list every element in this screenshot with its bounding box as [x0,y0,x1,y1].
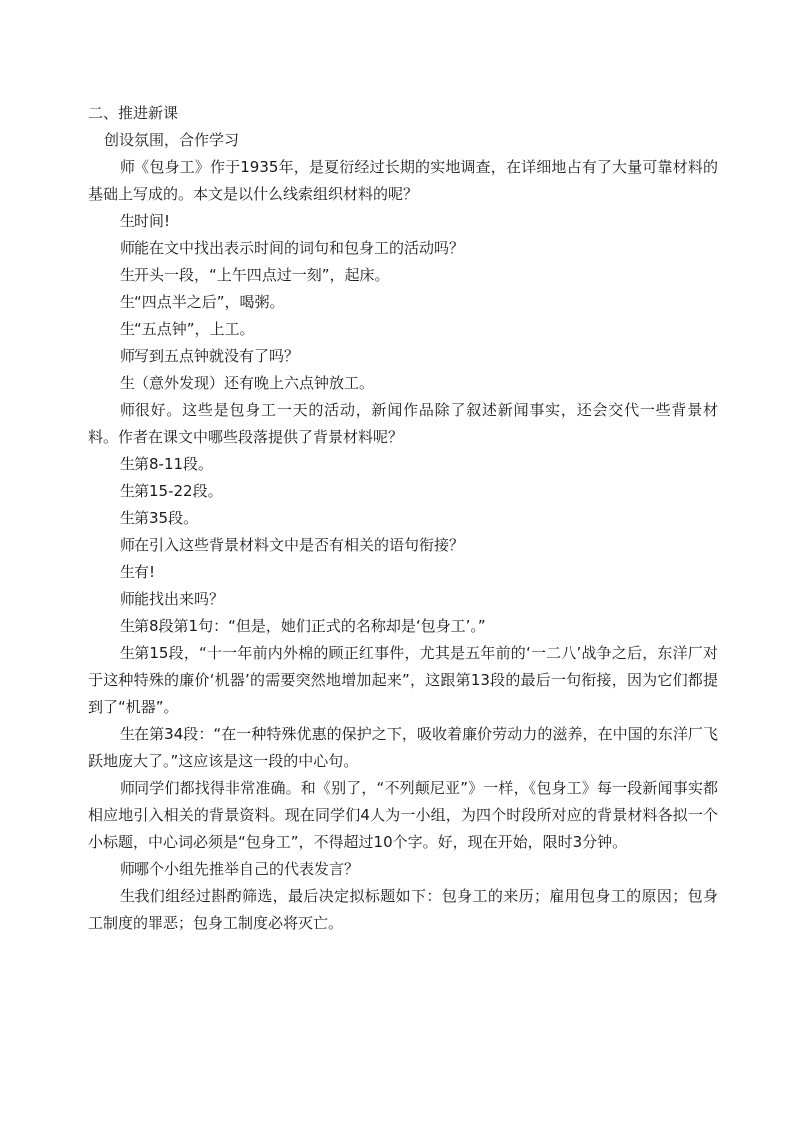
dialogue-text: 开头一段，“上午四点过一刻”，起床。 [134,266,390,284]
speaker-label: 生 [120,374,136,392]
section-subtitle: 创设氛围，合作学习 [104,131,240,149]
dialogue-line [88,235,718,262]
speaker-label: 生 [120,320,136,338]
dialogue-text: “四点半之后”，喝粥。 [134,293,285,311]
speaker-label: 师 [120,536,136,554]
speaker-label: 生 [120,644,136,662]
speaker-label: 师 [120,401,136,419]
dialogue-line [88,640,718,721]
dialogue-line [88,343,718,370]
dialogue-line [88,262,718,289]
dialogue-text: 在第34段：“在一种特殊优惠的保护之下，吸收着廉价劳动力的滋养，在中国的东洋厂飞跃地庞大了。”这应该是这一段的中心句。 [88,725,718,770]
speaker-label: 生 [120,725,136,743]
speaker-label: 师 [120,158,136,176]
speaker-label: 生 [120,455,136,473]
dialogue-text: “五点钟”，上工。 [134,320,255,338]
dialogue-line [88,856,718,883]
dialogue-text: 第35段。 [134,509,199,527]
speaker-label: 生 [120,563,136,581]
speaker-label: 师 [120,590,136,608]
dialogue-text: 能在文中找出表示时间的词句和包身工的活动吗？ [134,239,465,257]
speaker-label: 生 [120,212,136,230]
dialogue-text: 哪个小组先推举自己的代表发言？ [134,860,360,878]
dialogue-text: 写到五点钟就没有了吗？ [134,347,300,365]
dialogue-text: 第8段第1句：“但是，她们正式的名称却是‘包身工’。” [134,617,486,635]
dialogue-text: 有! [134,563,156,581]
speaker-label: 师 [120,860,136,878]
dialogue-text: 能找出来吗？ [134,590,225,608]
dialogue-text: （意外发现）还有晚上六点钟放工。 [134,374,375,392]
dialogue-line [88,505,718,532]
speaker-label: 生 [120,266,136,284]
dialogue-line [88,613,718,640]
speaker-label: 生 [120,293,136,311]
dialogue-text: 同学们都找得非常准确。和《别了，“不列颠尼亚”》一样，《包身工》每一段新闻事实都相应地引入相关的背景资料。现在同学们4人为一小组，为四个时段所对应的背景材料各拟一个小标题，中心词必须是“包身工”，不得超过10个字。好，现在开始，限时3分钟。 [88,779,718,851]
speaker-label: 师 [120,239,136,257]
dialogue-line [88,586,718,613]
dialogue-text: 很好。这些是包身工一天的活动，新闻作品除了叙述新闻事实，还会交代一些背景材料。作者在课文中哪些段落提供了背景材料呢？ [88,401,718,446]
dialogue-line [88,208,718,235]
dialogue-line [88,370,718,397]
dialogue-line [88,721,718,775]
dialogue-line [88,532,718,559]
dialogue-text: 时间! [134,212,171,230]
dialogue-text: 我们组经过斟酌筛选，最后决定拟标题如下：包身工的来历；雇用包身工的原因；包身工制度的罪恶；包身工制度必将灭亡。 [88,887,718,932]
lesson-content [88,100,718,937]
dialogue-text: 《包身工》作于1935年，是夏衍经过长期的实地调查，在详细地占有了大量可靠材料的基础上写成的。本文是以什么线索组织材料的呢？ [88,158,718,203]
speaker-label: 生 [120,509,136,527]
speaker-label: 生 [120,617,136,635]
section-title: 二、推进新课 [88,104,179,122]
dialogue-line [88,397,718,451]
dialogue-line [88,559,718,586]
speaker-label: 师 [120,779,136,797]
speaker-label: 师 [120,347,136,365]
dialogue-line [88,154,718,208]
dialogue-text: 第15段，“十一年前内外棉的顾正红事件，尤其是五年前的‘一二八’战争之后，东洋厂对于这种特殊的廉价‘机器’的需要突然地增加起来”，这跟第13段的最后一句衔接，因为它们都提到了“机器”。 [88,644,718,716]
dialogue-text: 在引入这些背景材料文中是否有相关的语句衔接？ [134,536,465,554]
dialogue-line [88,775,718,856]
dialogue-line [88,289,718,316]
dialogue-line [88,316,718,343]
dialogue-text: 第8-11段。 [134,455,214,473]
dialogue-list [88,154,718,937]
dialogue-text: 第15-22段。 [134,482,223,500]
dialogue-line [88,478,718,505]
speaker-label: 生 [120,887,136,905]
dialogue-line [88,451,718,478]
dialogue-line [88,883,718,937]
speaker-label: 生 [120,482,136,500]
